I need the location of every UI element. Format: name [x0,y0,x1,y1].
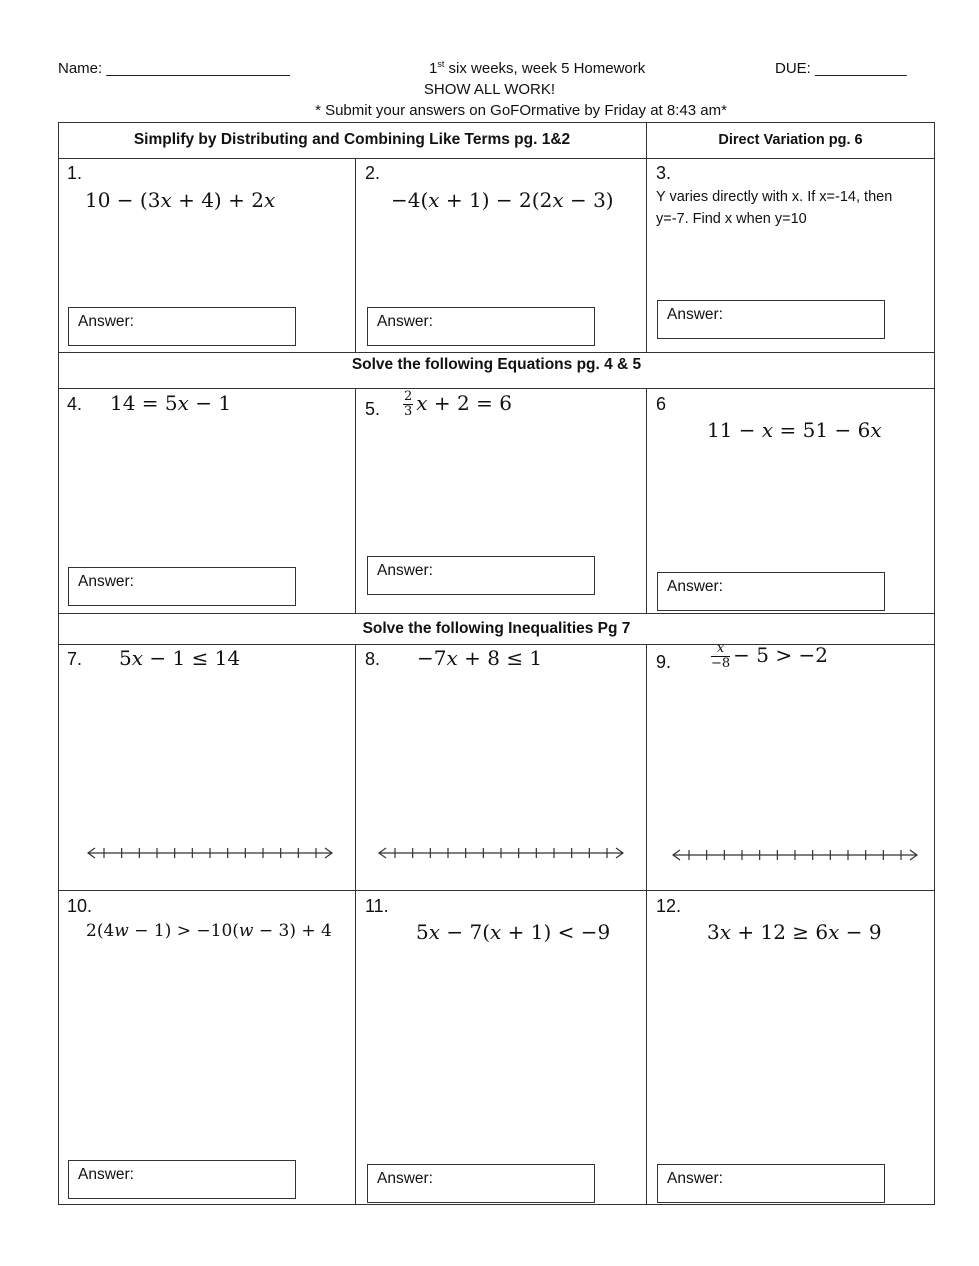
title-superscript: st [437,59,445,69]
section-equations-heading: Solve the following Equations pg. 4 & 5 [351,356,642,373]
problem-9-number: 9. [656,652,672,672]
problem-11-inequality: 5x − 7(x + 1) < −9 [416,920,611,944]
problem-8-inequality: −7x + 8 ≤ 1 [417,646,543,670]
problem-1-answer-box[interactable]: Answer: [68,307,296,346]
name-field-label: Name: ______________________ [58,60,290,77]
section-simplify-heading: Simplify by Distributing and Combining Like Terms pg. 1&2 [133,131,571,148]
problem-6-equation: 11 − x = 51 − 6x [707,418,882,442]
fraction-x-over-neg8 [711,642,730,671]
section-inequalities-heading: Solve the following Inequalities Pg 7 [362,620,631,637]
problem-6-answer-box[interactable]: Answer: [657,572,885,611]
problem-3-prompt: Y varies directly with x. If x=-14, then y=-7. Find x when y=10 [656,189,893,227]
table-border-left [58,122,59,1205]
show-work-note: SHOW ALL WORK! [423,81,556,98]
problem-12-inequality: 3x + 12 ≥ 6x − 9 [707,920,882,944]
title-post: six weeks, week 5 Homework [444,60,646,77]
column-divider [355,158,356,353]
fraction-denominator: −8 [711,656,731,671]
table-border-right [934,122,935,1205]
problem-10-inequality: 2(4w − 1) > −10(w − 3) + 4 [86,921,332,941]
problem-1-expression: 10 − (3x + 4) + 2x [85,188,276,212]
table-rule [58,613,935,614]
problem-11-number: 11. [365,896,389,916]
problem-2-number: 2. [365,163,381,183]
problem-1-number: 1. [67,163,83,183]
problem-4-number: 4. [67,394,83,414]
column-divider [646,644,647,1205]
problem-2-expression: −4(x + 1) − 2(2x − 3) [391,188,614,212]
table-rule [58,388,935,389]
submit-note: * Submit your answers on GoFOrmative by Friday at 8:43 am* [315,102,727,119]
table-rule [58,158,935,159]
fraction-two-thirds [403,390,413,419]
fraction-denominator: 3 [404,404,413,419]
table-rule [58,890,935,891]
fraction-numerator: x [711,642,730,657]
problem-8-number-line[interactable] [377,845,625,861]
table-border-top [58,122,935,123]
problem-5-number: 5. [365,399,381,419]
worksheet-title [429,60,645,77]
problem-12-answer-box[interactable]: Answer: [657,1164,885,1203]
problem-11-answer-box[interactable]: Answer: [367,1164,595,1203]
problem-9-number-line[interactable] [671,847,919,863]
problem-7-number-line[interactable] [86,845,334,861]
problem-6-number: 6 [656,394,667,414]
column-divider [646,388,647,614]
problem-10-answer-box[interactable]: Answer: [68,1160,296,1199]
problem-2-answer-box[interactable]: Answer: [367,307,595,346]
fraction-numerator: 2 [404,389,413,404]
title-pre: 1 [429,60,438,77]
problem-3-number: 3. [656,163,672,183]
problem-5-answer-box[interactable]: Answer: [367,556,595,595]
problem-9-inequality: $\frac{x}{-8}$ − 5 > −2 [711,641,828,671]
problem-10-number: 10. [67,896,93,916]
section-direct-variation-heading: Direct Variation pg. 6 [718,132,863,148]
problem-5-equation: $\frac{2}{3}$ x + 2 = 6 [404,389,512,419]
table-border-bottom [58,1204,935,1205]
table-rule [58,352,935,353]
column-divider [355,644,356,1205]
problem-4-equation: 14 = 5x − 1 [110,391,232,415]
column-divider [355,388,356,614]
problem-7-inequality: 5x − 1 ≤ 14 [119,646,241,670]
problem-4-answer-box[interactable]: Answer: [68,567,296,606]
due-field-label: DUE: ___________ [775,60,907,77]
problem-3-answer-box[interactable]: Answer: [657,300,885,339]
column-divider [646,122,647,353]
problem-7-number: 7. [67,649,83,669]
problem-12-number: 12. [656,896,682,916]
problem-8-number: 8. [365,649,381,669]
